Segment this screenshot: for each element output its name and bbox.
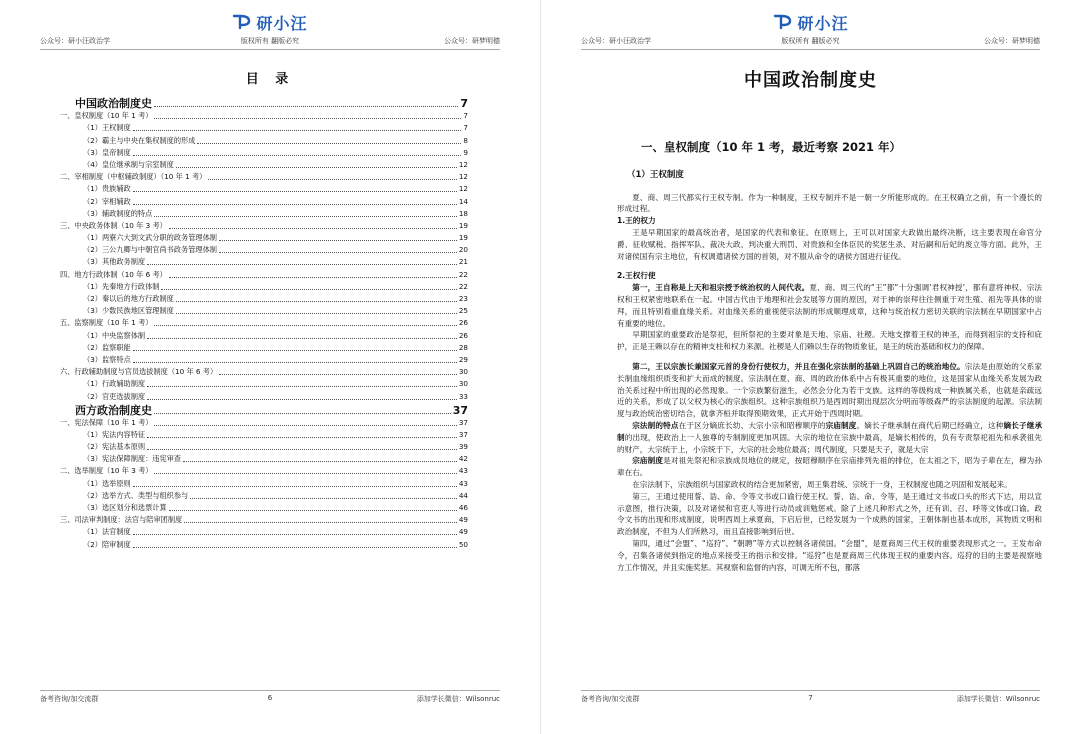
toc-leader-dots	[176, 166, 457, 168]
toc-leader-dots	[184, 521, 457, 523]
toc-leader-dots	[190, 497, 457, 499]
toc-entry-text: （3）皇帝制度	[83, 147, 131, 157]
toc-page-number: 21	[458, 257, 468, 267]
toc-leader-dots	[176, 312, 457, 314]
heading-power-exercise: 2.王权行使	[617, 271, 656, 281]
toc-leader-dots	[147, 448, 457, 450]
page-number: 6	[267, 694, 273, 702]
logo-icon	[773, 13, 793, 31]
toc-entry-text: （4）皇位继承制与宗室制度	[83, 159, 174, 169]
toc-entry-text: （3）宪法保障制度：违宪审查	[83, 454, 182, 464]
toc-page-number: 43	[458, 478, 468, 488]
toc-leader-dots	[133, 203, 457, 205]
header-divider	[581, 49, 1040, 50]
toc-section-entry[interactable]	[60, 452, 468, 464]
toc-chapter-entry[interactable]	[60, 464, 468, 476]
paragraph-text: 宗法是由原始的父系家长制血缘组织质变和扩大而成的制度。宗法制在夏、商、周的政治体系中占有极其重要的地位，这是国家从血缘关系发展为政治关系过程中所出现的必然现象。一个宗族繁衍滋生，必然会分化为若干支族。这样的等级构成一种族属关系，也就是亲疏远近的关系，形成了以父权为核心的宗族组织。这种宗族组织乃是西周时期出现层次分明而等级森严的宗法制度的起源。宗法制度与政治统治密切结合，就拿齐桓并取得预期效果，正式开始于西周时期。	[617, 361, 1043, 419]
brand-name: 研小汪	[256, 13, 308, 33]
toc-leader-dots	[169, 276, 457, 278]
toc-chapter-entry[interactable]	[60, 267, 468, 279]
toc-page-number: 7	[463, 111, 468, 121]
toc-entry-text: （2）霸主与中央在集权制度的形成	[83, 135, 196, 145]
emphasis-text: 嫡长子继承制	[617, 420, 1043, 442]
toc-entry-text: （2）宪法基本原则	[83, 442, 146, 452]
subsection-heading: （1）王权制度	[627, 169, 684, 180]
paragraph-fourth-point: 第四，通过“会盟”、“巡狩”、“朝聘”等方式以控制各诸侯国。“会盟”，是夏商周三代王权的重要表现形式之一。王发布命令，召集各诸侯到指定的地点来接受王的指示和安排。“巡狩”也是夏商周三代体现王权的重要内容。巡狩的目的主要是视察地方工作情况，并且实施奖惩。其视察和监督的内容，可调无所不包，都落	[617, 538, 1042, 572]
footer-right: 添加学长微信：Wilsonruc	[956, 695, 1040, 703]
toc-leader-dots	[161, 288, 456, 290]
toc-leader-dots	[147, 436, 457, 438]
paragraph-first-point	[617, 282, 1042, 329]
toc-section-entry[interactable]	[60, 304, 468, 316]
toc-entry-text: 中国政治制度史	[75, 97, 152, 110]
toc-section-entry[interactable]	[60, 133, 468, 145]
toc-leader-dots	[133, 154, 462, 156]
toc-leader-dots	[133, 190, 457, 192]
toc-page-number: 7	[463, 123, 468, 133]
emphasis-text: 宗庙制度	[632, 456, 664, 466]
paragraph-text: 夏、商、周三代的“王”都“十分强调‘君权神授’，都有意将神权、宗法权和王权紧密地联系在一起。中国古代由于地理和社会发展等方面的原因，对于神的崇拜往往侧重于对生殖、祖先等具体的崇拜，而且特别看重血缘关系。对血缘关系的重视使宗法制的形成顺理成章，这种与统治权力密切关联的宗法制在早期国家中占有重要的地位。	[617, 283, 1042, 328]
paragraph-intro: 夏、商、周三代都实行王权专制。作为一种制度，王权专制并不是一朝一夕所能形成的。在王权确立之前，有一个漫长的形成过程。	[617, 192, 1042, 214]
paragraph-ancestral-temple	[617, 455, 1042, 479]
toc-entry-text: （1）王权制度	[83, 123, 131, 133]
toc-part-entry[interactable]	[60, 402, 468, 416]
toc-page-number: 19	[458, 220, 468, 230]
emphasis-text: 第一，王自称是上天和祖宗授予统治权的人间代表。	[632, 283, 810, 293]
page-footer	[581, 694, 1040, 708]
toc-page-number: 44	[458, 490, 468, 500]
toc-leader-dots	[176, 300, 457, 302]
toc-entry-text: （1）宪法内容特征	[83, 429, 146, 439]
paragraph-text: 的出现，使政治上一人独尊的专制制度更加巩固。大宗的地位在宗族中最高，是嫡长相传的，负有专责祭祀祖先和承袭祖先的财产，大宗统于上，小宗统于下，大宗的社会地位最高；周代制度，只要是天子，就是大宗	[617, 432, 1042, 454]
toc-section-entry[interactable]	[60, 537, 468, 549]
toc-entry-text: （2）宰相辅政	[83, 196, 131, 206]
toc-page-number: 9	[463, 147, 468, 157]
toc-leader-dots	[219, 373, 457, 375]
toc-chapter-entry[interactable]	[60, 170, 468, 182]
toc-entry-text: （1）法官制度	[83, 527, 131, 537]
emphasis-text: 宗法制的特点	[632, 420, 679, 430]
toc-chapter-entry[interactable]	[60, 416, 468, 428]
toc-page-number: 46	[458, 503, 468, 512]
toc-leader-dots	[133, 129, 462, 131]
toc-leader-dots	[154, 105, 458, 107]
toc-page-number: 14	[458, 196, 468, 206]
heading-kings-power: 1.王的权力	[617, 216, 656, 226]
header-center: 版权所有 翻版必究	[240, 37, 300, 45]
toc-title: 目 录	[245, 72, 295, 87]
toc-entry-text: （2）三公九卿与中朝官尚书政务管理体制	[83, 245, 217, 255]
toc-leader-dots	[147, 385, 457, 387]
toc-entry-text: （2）秦以后的地方行政制度	[83, 294, 174, 303]
toc-entry-text: 五、监察制度（10 年 1 考）	[60, 318, 153, 328]
toc-section-entry[interactable]	[60, 501, 468, 513]
document-title: 中国政治制度史	[744, 70, 877, 91]
toc-chapter-entry[interactable]	[60, 513, 468, 525]
toc-page-number: 22	[458, 269, 468, 279]
toc-entry-text: （3）少数民族地区管理制度	[83, 306, 174, 316]
toc-entry-text: 四、地方行政体制（10 年 6 考）	[60, 269, 167, 279]
toc-page-number: 37	[458, 417, 468, 427]
brand-logo	[170, 10, 370, 34]
toc-section-entry[interactable]	[60, 489, 468, 501]
toc-page-number: 12	[458, 159, 468, 169]
toc-page-number: 26	[458, 318, 468, 328]
toc-leader-dots	[154, 215, 457, 217]
toc-part-entry[interactable]	[60, 95, 468, 109]
toc-entry-text: （1）先秦地方行政体制	[83, 281, 160, 291]
paragraph-text: 。嫡长子继承制在商代后期已经确立，这种	[856, 420, 1004, 430]
toc-entry-text: 三、中央政务体制（10 年 3 考）	[60, 220, 167, 230]
toc-page-number: 28	[458, 342, 468, 352]
header-left: 公众号：研小汪政治学	[40, 37, 110, 45]
toc-entry-text: 西方政治制度史	[75, 403, 152, 417]
toc-section-entry[interactable]	[60, 292, 468, 304]
toc-leader-dots	[169, 227, 457, 229]
toc-entry-text: （3）选区划分和选票计算	[83, 503, 167, 512]
toc-leader-dots	[154, 424, 456, 426]
toc-leader-dots	[183, 460, 457, 462]
toc-page-number: 25	[458, 306, 468, 316]
footer-left: 备考咨询/加交流群	[40, 695, 99, 703]
toc-page-number: 50	[458, 539, 468, 549]
toc-entry-text: （1）中央监察体制	[83, 330, 146, 340]
header-divider	[40, 49, 500, 50]
toc-chapter-entry[interactable]	[60, 109, 468, 121]
paragraph-second-point	[617, 361, 1042, 420]
toc-section-entry[interactable]	[60, 194, 468, 206]
toc-section-entry[interactable]	[60, 389, 468, 401]
document-body	[617, 142, 1042, 573]
toc-entry-text: 一、宪法保障（10 年 1 考）	[60, 417, 153, 427]
emphasis-text: 宗庙制度	[825, 420, 857, 430]
page-header	[581, 36, 1040, 50]
toc-entry-text: （2）陪审制度	[83, 539, 131, 549]
brand-name: 研小汪	[797, 13, 849, 33]
toc-chapter-entry[interactable]	[60, 316, 468, 328]
toc-entry-text: （3）其他政务制度	[83, 257, 146, 267]
toc-entry-text: （3）辅政制度的特点	[83, 208, 153, 218]
toc-section-entry[interactable]	[60, 377, 468, 389]
footer-right: 添加学长微信：Wilsonruc	[416, 695, 500, 703]
toc-section-entry[interactable]	[60, 255, 468, 267]
toc-page-number: 49	[458, 515, 468, 525]
toc-leader-dots	[133, 533, 457, 535]
toc-page-number: 12	[458, 172, 468, 182]
toc-section-entry[interactable]	[60, 476, 468, 488]
toc-leader-dots	[147, 398, 457, 400]
toc-leader-dots	[219, 239, 457, 241]
toc-section-entry[interactable]	[60, 353, 468, 365]
toc-leader-dots	[197, 142, 461, 144]
toc-page-number: 12	[458, 184, 468, 194]
toc-leader-dots	[169, 509, 457, 511]
page-footer	[40, 694, 500, 708]
emphasis-text: 第二，王以宗族长兼国家元首的身份行使权力，并且在强化宗法制的基础上巩固自己的统治地位。	[632, 361, 965, 371]
toc-section-entry[interactable]	[60, 146, 468, 158]
header-right: 公众号：研梦明德	[444, 37, 500, 45]
toc-page-number: 30	[458, 379, 468, 389]
paragraph-text: 在于区分嫡庶长幼、大宗小宗和昭穆顺序的	[678, 420, 826, 430]
toc-entry-text: （3）监察特点	[83, 354, 131, 364]
toc-leader-dots	[219, 251, 457, 253]
toc-entry-text: 二、选举制度（10 年 3 考）	[60, 466, 153, 476]
toc-page-number: 8	[463, 135, 468, 145]
toc-leader-dots	[133, 546, 457, 548]
paragraph-third-point: 第三，王通过使用誓、诰、命、令等文书或口谕行使王权。誓、诰、命、令等，是王通过文书或口头的形式下达，用以宣示意图，推行决策，以及对诸侯和官吏人等进行动员或训勉惩戒。除了上述几种形式之外，还有训、召、呼等文体或口谕。政令文书的出现和形成制度，说明西周上承夏商，下启后世，已经发展为一个成熟的国家，王朝体制也基本成形，其物质文明和政治制度，不但为人们所熟习，而且直接影响到后世。	[617, 491, 1042, 537]
toc-section-entry[interactable]	[60, 158, 468, 170]
toc-page-number: 23	[458, 294, 468, 303]
footer-left: 备考咨询/加交流群	[581, 695, 640, 703]
page-header	[40, 36, 500, 50]
toc-page-number: 7	[460, 97, 468, 110]
toc-leader-dots	[133, 361, 457, 363]
paragraph-sacrifice: 早期国家的重要政治是祭祀，但所祭祀的主要对象是天地、宗庙、社稷。天地支撑着王权的神圣，而得到祖宗的支持和庇护，正是王赖以存在的精神支柱和权力来源。社稷是人们赖以生存的物质象征，是王的统治基础和权力的保障。	[617, 330, 1042, 352]
toc-section-entry[interactable]	[60, 207, 468, 219]
toc-chapter-entry[interactable]	[60, 219, 468, 231]
toc-entry-text: （1）两寮六大到文武分职的政务管理体制	[83, 233, 217, 243]
footer-divider	[40, 690, 500, 691]
section-heading: 一、皇权制度（10 年 1 考，最近考察 2021 年）	[641, 140, 902, 154]
toc-entry-text: （2）监察职能	[83, 342, 131, 352]
page-number: 7	[808, 694, 813, 702]
paragraph-kings-power: 王是早期国家的最高统治者，是国家的代表和象征。在原则上，王可以对国家大政做出最终决断，这主要表现在命官分爵、征收赋税、指挥军队、裁决大政、判决重大刑罚、对贵族和全体臣民的奖惩生杀、对后嗣和后妃的废立等方面。此外，王对诸侯国有宗主地位，有权调遣诸侯方国的首领，对不服从命令的诸侯方国进行征伐。	[617, 227, 1042, 261]
table-of-contents	[60, 95, 468, 550]
header-center: 版权所有 翻版必究	[781, 37, 840, 45]
toc-section-entry[interactable]	[60, 428, 468, 440]
toc-page-number: 33	[458, 391, 468, 401]
footer-divider	[581, 690, 1040, 691]
toc-page-number: 43	[458, 466, 468, 476]
toc-leader-dots	[147, 263, 457, 265]
toc-page-number: 49	[458, 527, 468, 537]
toc-page-number: 22	[458, 281, 468, 291]
toc-page-number: 19	[458, 233, 468, 243]
toc-page-number: 37	[452, 403, 468, 417]
toc-section-entry[interactable]	[60, 341, 468, 353]
brand-logo	[711, 10, 911, 34]
toc-chapter-entry[interactable]	[60, 365, 468, 377]
paragraph-text: 是对祖先祭祀和宗族成员地位的规定，按昭穆顺序在宗庙排列先祖的排位，在太祖之下，昭为子辈在左，穆为孙辈在右。	[617, 456, 1043, 478]
toc-section-entry[interactable]	[60, 182, 468, 194]
toc-page-number: 37	[458, 429, 468, 439]
toc-section-entry[interactable]	[60, 525, 468, 537]
paragraph-clan-features	[617, 420, 1042, 455]
toc-leader-dots	[154, 324, 456, 326]
toc-page-number: 18	[458, 208, 468, 218]
toc-page-number: 26	[458, 330, 468, 340]
toc-entry-text: （1）行政辅助制度	[83, 379, 146, 389]
toc-page-number: 29	[458, 354, 468, 364]
toc-leader-dots	[154, 117, 461, 119]
toc-leader-dots	[133, 349, 457, 351]
right-page	[540, 0, 1080, 734]
toc-leader-dots	[154, 412, 451, 414]
toc-section-entry[interactable]	[60, 243, 468, 255]
toc-section-entry[interactable]	[60, 440, 468, 452]
toc-section-entry[interactable]	[60, 231, 468, 243]
toc-section-entry[interactable]	[60, 328, 468, 340]
logo-icon	[232, 13, 252, 31]
toc-page-number: 30	[458, 367, 468, 377]
toc-entry-text: 三、司法审判制度：法官与陪审团制度	[60, 515, 183, 525]
toc-section-entry[interactable]	[60, 121, 468, 133]
header-right: 公众号：研梦明德	[984, 37, 1040, 45]
toc-entry-text: （1）贵族辅政	[83, 184, 131, 194]
toc-page-number: 39	[458, 442, 468, 452]
toc-leader-dots	[208, 178, 456, 180]
toc-leader-dots	[154, 472, 456, 474]
toc-entry-text: （2）选举方式、类型与组织参与	[83, 490, 189, 500]
toc-leader-dots	[133, 485, 457, 487]
toc-leader-dots	[147, 337, 457, 339]
header-left: 公众号：研小汪政治学	[581, 37, 651, 45]
toc-entry-text: 二、宰相制度（中枢辅政制度）（10 年 1 考）	[60, 172, 207, 182]
toc-entry-text: （2）官吏选拔制度	[83, 391, 146, 401]
toc-section-entry[interactable]	[60, 280, 468, 292]
toc-page-number: 20	[458, 245, 468, 255]
toc-entry-text: 一、皇权制度（10 年 1 考）	[60, 111, 153, 121]
toc-entry-text: （1）选举原则	[83, 478, 131, 488]
paragraph-clan-system: 在宗法制下，宗族组织与国家政权的结合更加紧密，周王集君统、宗统于一身，王权制度也随之巩固和发展起来。	[632, 479, 1012, 489]
toc-entry-text: 六、行政辅助制度与官员选拔制度（10 年 6 考）	[60, 367, 218, 377]
toc-page-number: 42	[458, 454, 468, 464]
